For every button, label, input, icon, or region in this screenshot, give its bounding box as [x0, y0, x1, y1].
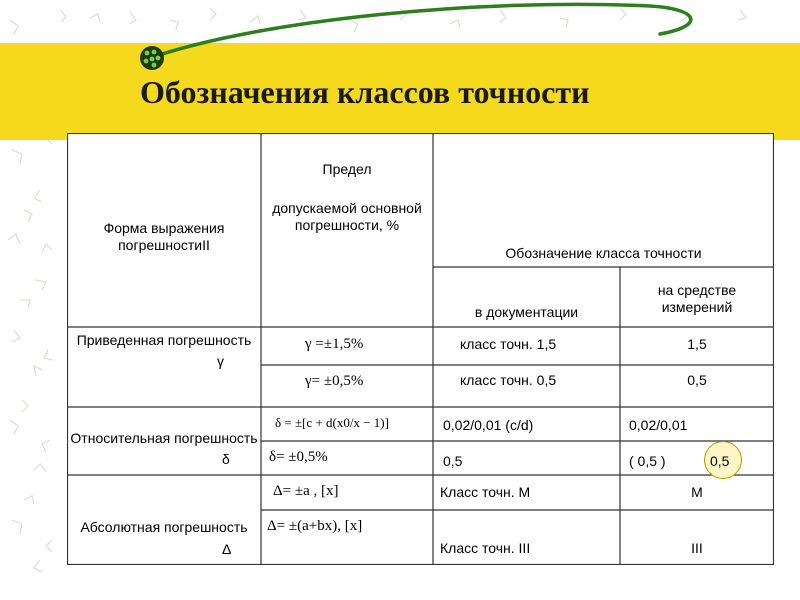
group-relative-name: Относительная погрешность [70, 430, 258, 446]
limit-cell-formula: δ = ±[c + d(x0/x − 1)] [275, 415, 389, 430]
limit-cell: γ =±1,5% [305, 336, 364, 352]
limit-cell: Δ= ±(a+bx), [x] [267, 518, 363, 534]
header-limit-line1: Предел [322, 161, 372, 177]
group-reduced-name: Приведенная погрешность [76, 332, 252, 348]
docs-cell: 0,02/0,01 (c/d) [443, 417, 534, 433]
device-cell: III [691, 540, 703, 556]
header-designation: Обозначение класса точности [505, 245, 702, 261]
docs-cell: класс точн. 0,5 [460, 372, 557, 388]
limit-cell: δ= ±0,5% [269, 449, 328, 465]
docs-cell: 0,5 [443, 453, 463, 469]
docs-cell: Класс точн. III [440, 540, 531, 556]
limit-cell: γ= ±0,5% [305, 373, 364, 389]
device-cell: 1,5 [687, 336, 707, 352]
slide-title: Обозначения классов точности [140, 74, 590, 110]
docs-cell: класс точн. 1,5 [460, 336, 557, 352]
device-cell: 0,02/0,01 [629, 417, 688, 433]
group-relative-symbol: δ [222, 451, 230, 467]
device-cell: 0,5 [687, 372, 707, 388]
header-form: Форма выражения погрешностиII [103, 220, 225, 253]
accuracy-class-table [67, 133, 774, 565]
group-reduced-symbol: γ [217, 353, 224, 369]
header-on-device: на средстве измерений [657, 282, 737, 315]
limit-cell: Δ= ±a , [x] [273, 483, 339, 499]
header-in-docs: в документации [474, 304, 579, 320]
device-circled-value: 0,5 [710, 453, 730, 469]
docs-cell: Класс точн. M [440, 484, 531, 500]
group-absolute-name: Абсолютная погрешность [80, 519, 248, 535]
group-absolute-symbol: Δ [222, 541, 232, 557]
device-cell: M [691, 484, 703, 500]
decorative-swoosh [0, 0, 800, 140]
device-cell: ( 0,5 ) [629, 453, 666, 469]
header-limit-line2: допускаемой основной погрешности, % [272, 200, 422, 233]
